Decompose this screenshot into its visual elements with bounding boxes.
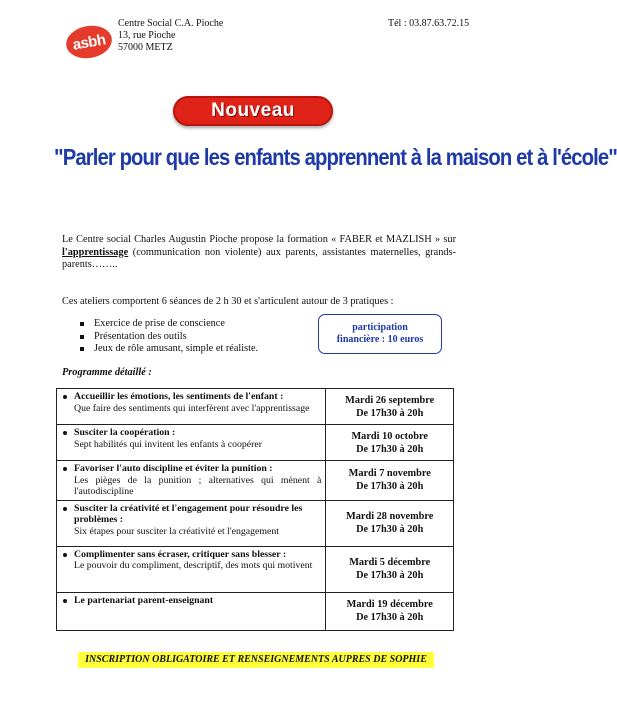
session-time: De 17h30 à 20h (356, 612, 424, 623)
session-time: De 17h30 à 20h (356, 443, 424, 455)
list-item-label: Exercice de prise de conscience (94, 318, 225, 329)
date-cell (326, 425, 454, 461)
square-bullet-icon (80, 322, 84, 326)
session-date: Mardi 28 novembre (346, 511, 434, 522)
session-title: Susciter la créativité et l'engagement pour résoudre les problèmes : (74, 502, 303, 525)
session-cell (57, 389, 326, 425)
table-row (57, 500, 454, 546)
date-cell (326, 500, 454, 546)
logo-text: asbh (71, 30, 107, 54)
session-cell (57, 500, 326, 546)
address-block (118, 18, 223, 54)
session-date: Mardi 26 septembre (345, 394, 435, 406)
session-title: Complimenter sans écraser, critiquer sans blesser : (74, 548, 287, 560)
address-line: Centre Social C.A. Pioche (118, 18, 224, 29)
session-title: Susciter la coopération : (74, 427, 176, 438)
intro-text-2: (communication non violente) aux parents, assistantes maternelles, grands-parents…….. (62, 246, 456, 270)
badge-label: Nouveau (211, 100, 295, 121)
headline: "Parler pour que les enfants apprennent à la maison et à l'école" (54, 144, 617, 170)
ateliers-text: Ces ateliers comportent 6 séances de 2 h 30 et s'articulent autour de 3 pratiques : (62, 296, 394, 307)
asbh-logo (64, 22, 115, 62)
programme-title: Programme détaillé : (62, 367, 152, 378)
address-line: 13, rue Pioche (118, 30, 176, 41)
bullet-icon (63, 507, 67, 511)
list-item (80, 331, 258, 344)
bullet-icon (63, 431, 67, 435)
session-cell (57, 592, 326, 630)
list-item-label: Jeux de rôle amusant, simple et réaliste. (94, 343, 259, 354)
session-cell (57, 461, 326, 501)
session-description: Le pouvoir du compliment, descriptif, des mots qui motivent (74, 560, 313, 571)
session-cell (57, 425, 326, 461)
intro-underlined: l'apprentissage (62, 246, 129, 258)
date-cell (326, 461, 454, 501)
session-date: Mardi 5 décembre (349, 557, 431, 568)
table-row (57, 461, 454, 501)
session-date: Mardi 7 novembre (348, 468, 431, 480)
session-title: Le partenariat parent-enseignant (74, 594, 214, 606)
session-description: Six étapes pour susciter la créativité et l'engagement (74, 525, 279, 537)
bullet-icon (63, 467, 67, 471)
practices-list (80, 318, 258, 356)
session-title: Accueillir les émotions, les sentiments de l'enfant : (74, 391, 284, 402)
programme-table (56, 388, 454, 631)
table-row (57, 389, 454, 425)
square-bullet-icon (80, 335, 84, 339)
address-line: 57000 METZ (118, 42, 173, 53)
list-item (80, 343, 258, 356)
participation-line: participation (352, 322, 408, 333)
date-cell (326, 389, 454, 425)
date-cell (326, 546, 454, 592)
session-date: Mardi 10 octobre (351, 430, 428, 442)
participation-box (318, 314, 442, 354)
session-time: De 17h30 à 20h (356, 407, 424, 419)
session-date: Mardi 19 décembre (346, 599, 433, 610)
session-description: Sept habilités qui invitent les enfants à coopérer (74, 438, 262, 450)
table-row (57, 592, 454, 630)
session-cell (57, 546, 326, 592)
intro-paragraph (62, 234, 456, 272)
bullet-icon (63, 395, 67, 399)
registration-banner: INSCRIPTION OBLIGATOIRE ET RENSEIGNEMENTS AUPRES DE SOPHIE (78, 652, 434, 668)
table-row (57, 546, 454, 592)
phone-number: Tél : 03.87.63.72.15 (388, 18, 470, 29)
session-time: De 17h30 à 20h (356, 524, 424, 535)
table-row (57, 425, 454, 461)
list-item-label: Présentation des outils (94, 330, 187, 342)
square-bullet-icon (80, 347, 84, 351)
nouveau-badge (173, 96, 333, 126)
intro-text-1: Le Centre social Charles Augustin Pioche propose la formation « FABER et MAZLISH » sur (62, 234, 456, 245)
session-description: Que faire des sentiments qui interfèrent avec l'apprentissage (74, 402, 310, 414)
session-description: Les pièges de la punition ; alternatives qui mènent à l'autodiscipline (74, 474, 322, 497)
session-time: De 17h30 à 20h (356, 570, 424, 581)
bullet-icon (63, 553, 67, 557)
session-title: Favoriser l'auto discipline et éviter la punition : (74, 463, 273, 474)
participation-line: financière : 10 euros (336, 334, 424, 345)
list-item (80, 318, 258, 331)
bullet-icon (63, 599, 67, 603)
session-time: De 17h30 à 20h (356, 481, 424, 493)
date-cell (326, 592, 454, 630)
